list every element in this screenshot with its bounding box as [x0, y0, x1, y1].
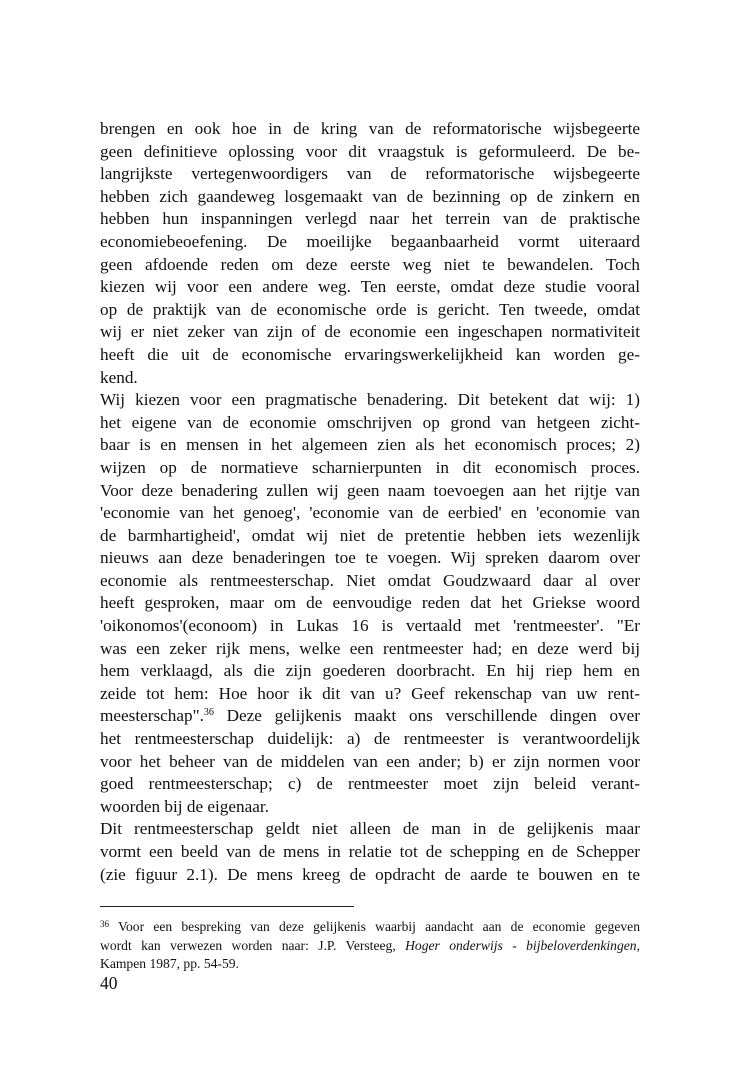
paragraph-3	[100, 818, 640, 886]
text-line: was een zeker rijk mens, welke een rentmeester had; en deze werd bij	[100, 638, 640, 658]
footnote-divider	[100, 906, 354, 907]
text-line: woorden bij de eigenaar.	[100, 796, 269, 816]
text-line: het eigene van de economie omschrijven op grond van hetgeen zicht-	[100, 412, 640, 432]
text-line: geen definitieve oplossing voor dit vraagstuk is geformuleerd. De be-	[100, 141, 640, 161]
body-text	[100, 118, 640, 886]
text-line: zeide tot hem: Hoe hoor ik dit van u? Geef rekenschap van uw rent-	[100, 683, 640, 703]
text-line: kend.	[100, 367, 138, 387]
text-line: wijzen op de normatieve scharnierpunten in dit economisch proces.	[100, 457, 640, 477]
text-line: brengen en ook hoe in de kring van de reformatorische wijsbegeerte	[100, 119, 640, 138]
book-title: Hoger onderwijs - bijbeloverdenkingen	[405, 937, 637, 953]
footnote-line: Kampen 1987, pp. 54-59.	[100, 956, 239, 971]
paragraph-2	[100, 389, 640, 818]
text-line: 'economie van het genoeg', 'economie van de eerbied' en 'economie van	[100, 503, 640, 523]
text-line: het rentmeesterschap duidelijk: a) de rentmeester is verantwoordelijk	[100, 729, 640, 749]
quote-end: meesterschap".	[100, 706, 204, 726]
footnote-line	[100, 918, 640, 937]
text-line: baar is en mensen in het algemeen zien als het economisch proces; 2)	[100, 435, 640, 455]
text-line: heeft die uit de economische ervaringswerkelijkheid kan worden ge-	[100, 344, 640, 364]
footnote-text: ,	[636, 937, 640, 953]
text-line	[100, 705, 640, 728]
text-line: geen afdoende reden om deze eerste weg niet te bewandelen. Toch	[100, 254, 640, 274]
paragraph-1	[100, 118, 640, 389]
footnote-text: Voor een bespreking van deze gelijkenis waarbij aandacht aan de economie gegeven	[109, 919, 640, 934]
text-line: hebben zich gaandeweg losgemaakt van de bezinning op de zinkern en	[100, 186, 640, 206]
text-line: goed rentmeesterschap; c) de rentmeester moet zijn beleid verant-	[100, 774, 640, 794]
footnote	[100, 918, 640, 974]
text-line: hem verklaagd, als die zijn goederen doorbracht. En hij riep hem en	[100, 661, 640, 681]
text-line: Wij kiezen voor een pragmatische benadering. Dit betekent dat wij: 1)	[100, 390, 640, 410]
text-line: Voor deze benadering zullen wij geen naam toevoegen aan het rijtje van	[100, 480, 640, 500]
footnote-reference[interactable]: 36	[203, 707, 214, 719]
text-line: langrijkste vertegenwoordigers van de reformatorische wijsbegeerte	[100, 164, 640, 184]
text-line: vormt een beeld van de mens in relatie tot de schepping en de Schepper	[100, 842, 640, 861]
footnote-line	[100, 937, 640, 956]
text-line: economiebeoefening. De moeilijke begaanbaarheid vormt uiteraard	[100, 231, 640, 251]
text-line: economie als rentmeesterschap. Niet omdat Goudzwaard daar al over	[100, 570, 640, 590]
text-line: nieuws aan deze benaderingen toe te voegen. Wij spreken daarom over	[100, 548, 640, 568]
page-number: 40	[100, 973, 118, 993]
sentence-continuation: Deze gelijkenis maakt ons verschillende dingen over	[213, 706, 640, 726]
text-line: (zie figuur 2.1). De mens kreeg de opdracht de aarde te bouwen en te	[100, 864, 640, 884]
text-line: Dit rentmeesterschap geldt niet alleen de man in de gelijkenis maar	[100, 819, 640, 839]
text-line: kiezen wij voor een andere weg. Ten eerste, omdat deze studie vooral	[100, 277, 640, 297]
text-line: heeft gesproken, maar om de eenvoudige reden dat het Griekse woord	[100, 593, 640, 613]
text-line: de barmhartigheid', omdat wij niet de pretentie hebben iets wezenlijk	[100, 525, 640, 545]
text-line: voor het beheer van de middelen van een ander; b) er zijn normen voor	[100, 751, 640, 771]
text-line: 'oikonomos'(econoom) in Lukas 16 is vertaald met 'rentmeester'. "Er	[100, 616, 640, 636]
footnote-text: wordt kan verwezen worden naar: J.P. Versteeg,	[100, 937, 406, 953]
text-line: hebben hun inspanningen verlegd naar het terrein van de praktische	[100, 209, 640, 229]
footnote-number: 36	[100, 919, 109, 929]
text-line: wij er niet zeker van zijn of de economie een ingeschapen normativiteit	[100, 322, 640, 342]
text-line: op de praktijk van de economische orde is gericht. Ten tweede, omdat	[100, 299, 640, 319]
